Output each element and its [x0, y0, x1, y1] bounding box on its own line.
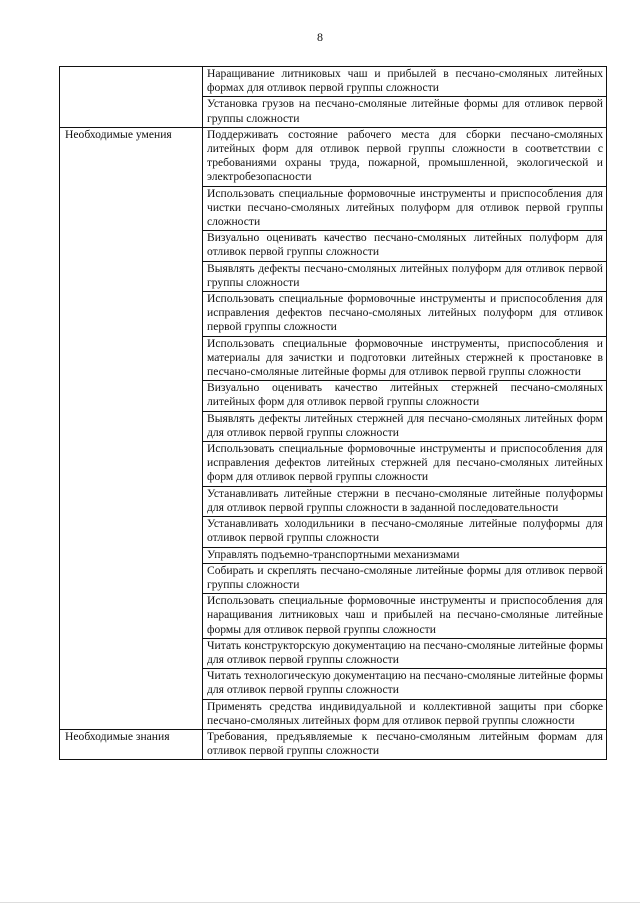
requirement-cell: Использовать специальные формовочные инструменты и приспособления для наращивания литниковых чаш и прибылей на песчано-смоляные литейные формы для отливок первой группы сложности [203, 594, 607, 639]
table-row [60, 729, 607, 759]
requirement-cell: Поддерживать состояние рабочего места для сборки песчано-смоляных литейных форм для отливок первой группы сложности в соответствии с требованиями охраны труда, пожарной, промышленной, экологической и электробезопасности [203, 127, 607, 186]
scan-edge [0, 902, 640, 903]
requirement-cell: Использовать специальные формовочные инструменты и приспособления для исправления дефектов литейных стержней для песчано-смоляных литейных форм для отливок первой группы сложности [203, 442, 607, 487]
requirement-cell: Использовать специальные формовочные инструменты и приспособления для чистки песчано-смоляных литейных полуформ для отливок первой группы сложности [203, 186, 607, 231]
requirement-cell: Выявлять дефекты литейных стержней для песчано-смоляных литейных форм для отливок первой группы сложности [203, 411, 607, 441]
requirement-cell: Управлять подъемно-транспортными механизмами [203, 547, 607, 563]
requirement-cell: Читать конструкторскую документацию на песчано-смоляные литейные формы для отливок первой группы сложности [203, 638, 607, 668]
requirement-cell: Применять средства индивидуальной и коллективной защиты при сборке песчано-смоляных литейных форм для отливок первой группы сложности [203, 699, 607, 729]
section-label [60, 67, 203, 128]
requirement-cell: Использовать специальные формовочные инструменты и приспособления для исправления дефектов песчано-смоляных литейных полуформ для отливок первой группы сложности [203, 292, 607, 337]
requirement-cell: Наращивание литниковых чаш и прибылей в песчано-смоляных литейных формах для отливок первой группы сложности [203, 67, 607, 97]
requirements-table [59, 66, 607, 760]
requirement-cell: Визуально оценивать качество песчано-смоляных литейных полуформ для отливок первой группы сложности [203, 231, 607, 261]
requirement-cell: Устанавливать литейные стержни в песчано-смоляные литейные полуформы для отливок первой группы сложности в заданной последовательности [203, 486, 607, 516]
table-row [60, 127, 607, 186]
section-label: Необходимые знания [60, 729, 203, 759]
requirement-cell: Устанавливать холодильники в песчано-смоляные литейные полуформы для отливок первой группы сложности [203, 517, 607, 547]
requirement-cell: Использовать специальные формовочные инструменты, приспособления и материалы для зачистки и подготовки литейных стержней к простановке в песчано-смоляные литейные формы для отливок первой группы сложности [203, 336, 607, 381]
requirement-cell: Выявлять дефекты песчано-смоляных литейных полуформ для отливок первой группы сложности [203, 261, 607, 291]
requirement-cell: Читать технологическую документацию на песчано-смоляные литейные формы для отливок первой группы сложности [203, 669, 607, 699]
table-row [60, 67, 607, 97]
requirement-cell: Визуально оценивать качество литейных стержней песчано-смоляных литейных форм для отливок первой группы сложности [203, 381, 607, 411]
page-number: 8 [317, 30, 323, 44]
requirement-cell: Требования, предъявляемые к песчано-смоляным литейным формам для отливок первой группы сложности [203, 729, 607, 759]
requirement-cell: Установка грузов на песчано-смоляные литейные формы для отливок первой группы сложности [203, 97, 607, 127]
requirement-cell: Собирать и скреплять песчано-смоляные литейные формы для отливок первой группы сложности [203, 563, 607, 593]
section-label: Необходимые умения [60, 127, 203, 729]
